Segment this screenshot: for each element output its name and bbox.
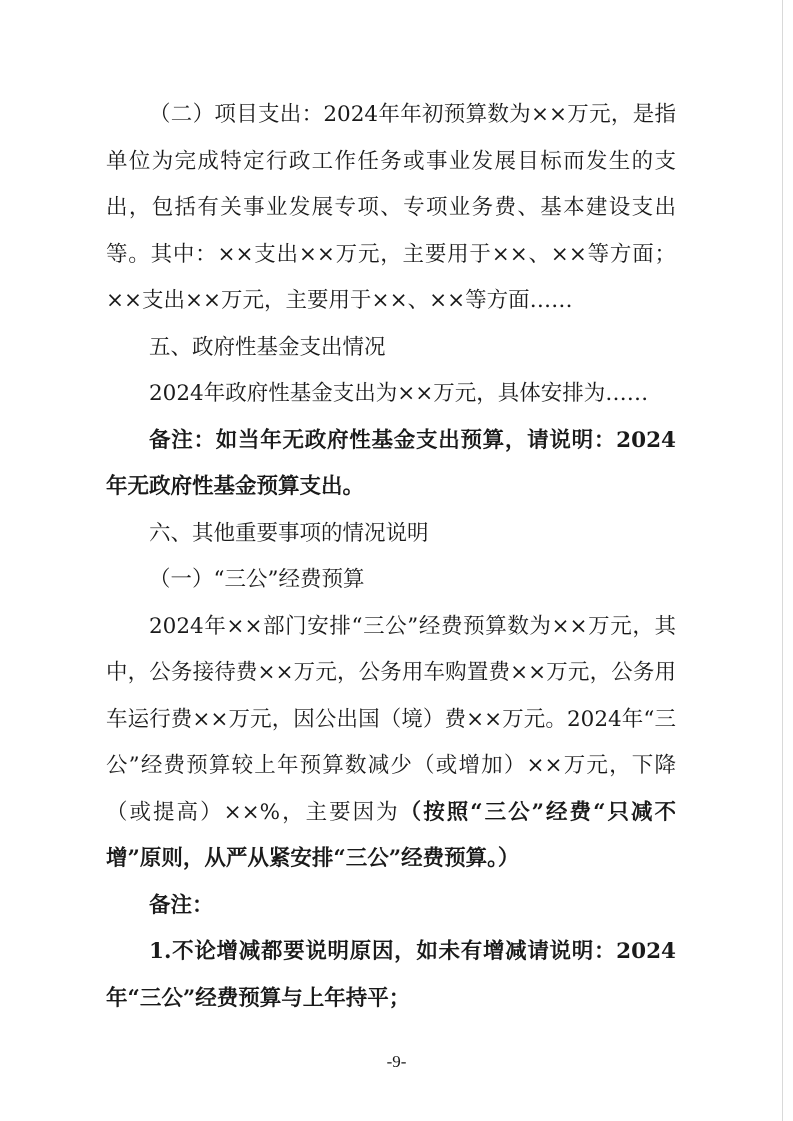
page-edge-line (782, 0, 783, 1121)
heading-government-fund: 五、政府性基金支出情况 (149, 334, 386, 360)
note-item-1: 1.不论增减都要说明原因，如未有增减请说明：2024年“三公”经费预算与上年持平； (106, 939, 676, 1011)
note-label: 备注： (149, 892, 214, 918)
paragraph-three-public (106, 604, 676, 883)
heading-three-public: （一）“三公”经费预算 (149, 567, 365, 592)
note-government-fund: 备注：如当年无政府性基金支出预算，请说明：2024年无政府性基金预算支出。 (106, 427, 676, 499)
body-text (106, 92, 676, 1022)
paragraph-government-fund: 2024年政府性基金支出为××万元，具体安排为…… (149, 381, 649, 406)
paragraph-three-public-emphasis: （按照“三公”经费“只减不增”原则，从严从紧安排“三公”经费预算。） (106, 799, 676, 871)
paragraph-project-expenditure: （二）项目支出：2024年年初预算数为××万元，是指单位为完成特定行政工作任务或事业发展目标而发生的支出，包括有关事业发展专项、专项业务费、基本建设支出等。其中：××支出××万元，主要用于××、××等方面；××支出××万元，主要用于××、××等方面…… (106, 102, 676, 313)
paragraph-three-public-main: 2024年××部门安排“三公”经费预算数为××万元，其中，公务接待费××万元，公务用车购置费××万元，公务用车运行费××万元，因公出国（境）费××万元。2024年“三公”经费预算较上年预算数减少（或增加）××万元，下降（或提高）××%，主要因为 (106, 613, 676, 825)
page-number: -9- (386, 1052, 407, 1071)
heading-other-matters: 六、其他重要事项的情况说明 (149, 520, 429, 546)
